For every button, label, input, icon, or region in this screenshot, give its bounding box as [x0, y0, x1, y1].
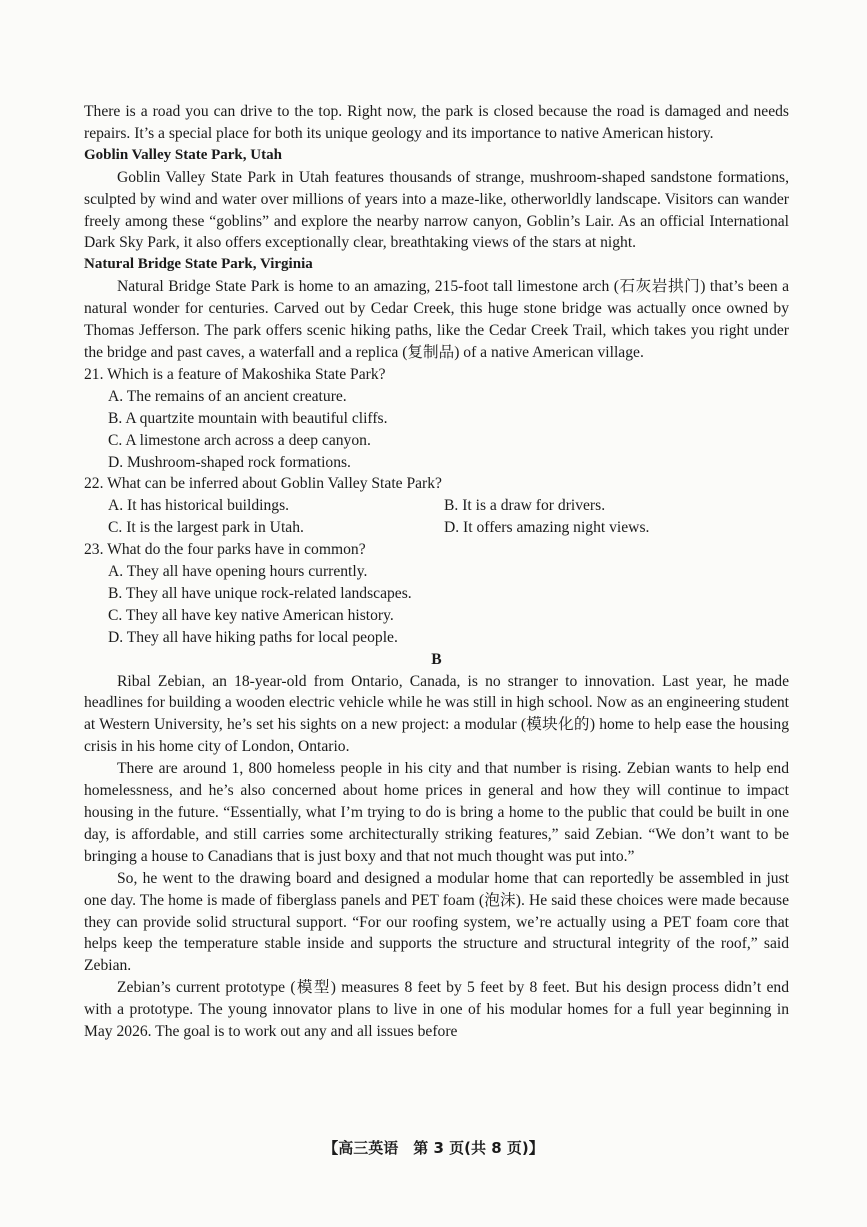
option-a: A. The remains of an ancient creature.: [108, 387, 347, 405]
option-row: [84, 495, 789, 517]
option-b: B. A quartzite mountain with beautiful cliffs.: [108, 409, 388, 427]
option-a: A. They all have opening hours currently.: [108, 563, 368, 581]
option-c: C. They all have key native American history.: [108, 606, 394, 624]
option-c: C. It is the largest park in Utah.: [108, 519, 304, 537]
park-body-natural-bridge: Natural Bridge State Park is home to an amazing, 215-foot tall limestone arch (石灰岩拱门) that’s been a natural wonder for centuries. Carved out by Cedar Creek, this huge stone bridge was actually once owned by Thomas Jefferson. The park offers scenic hiking paths, like the Cedar Creek Trail, which takes you right under the bridge and past caves, a waterfall and a replica (复制品) of a native American village.: [84, 278, 789, 361]
question-stem: 21. Which is a feature of Makoshika State Park?: [84, 365, 386, 383]
section-b-label: B: [431, 650, 442, 668]
option-a: A. It has historical buildings.: [108, 497, 290, 515]
option-d: D. They all have hiking paths for local people.: [108, 628, 398, 646]
page-footer: 【高三英语 第 3 页(共 8 页)】: [323, 1139, 544, 1157]
park-heading-natural-bridge: Natural Bridge State Park, Virginia: [84, 256, 313, 273]
passage-b-paragraph-2: There are around 1, 800 homeless people in his city and that number is rising. Zebian wants to help end homelessness, and he’s also concerned about home prices in general and how they will continue to impact housing in the future. “Essentially, what I’m trying to do is bring a home to the public that could be built in one day, is affordable, and still carries some architecturally striking features,” said Zebian. “We don’t want to be bringing a house to Canadians that is just boxy and that not much thought was put into.”: [84, 760, 789, 865]
passage-b-paragraph-4: Zebian’s current prototype (模型) measures 8 feet by 5 feet by 8 feet. But his design process didn’t end with a prototype. The young innovator plans to live in one of his modular homes for a full year beginning in May 2026. The goal is to work out any and all issues before: [84, 979, 789, 1041]
park-heading-goblin-valley: Goblin Valley State Park, Utah: [84, 146, 282, 163]
question-stem: 23. What do the four parks have in common?: [84, 541, 366, 559]
passage-a-intro-tail: There is a road you can drive to the top. Right now, the park is closed because the road is damaged and needs repairs. It’s a special place for both its unique geology and its importance to native American history.: [84, 103, 789, 142]
question-22: [84, 473, 789, 539]
option-b: B. They all have unique rock-related landscapes.: [108, 584, 412, 602]
option-b: B. It is a draw for drivers.: [444, 497, 606, 515]
passage-b-paragraph-1: Ribal Zebian, an 18-year-old from Ontario, Canada, is no stranger to innovation. Last year, he made headlines for building a wooden electric vehicle while he was still in high school. Now as an engineering student at Western University, he’s set his sights on a new project: a modular (模块化的) home to help ease the housing crisis in his home city of London, Ontario.: [84, 672, 789, 756]
page-content: [84, 101, 789, 1043]
option-d: D. It offers amazing night views.: [444, 519, 650, 537]
question-23: [84, 539, 789, 649]
option-c: C. A limestone arch across a deep canyon.: [108, 431, 371, 449]
option-d: D. Mushroom-shaped rock formations.: [108, 453, 351, 471]
park-body-goblin-valley: Goblin Valley State Park in Utah features thousands of strange, mushroom-shaped sandstone formations, sculpted by wind and water over millions of years into a maze-like, otherworldly landscape. Visitors can wander freely among these “goblins” and explore the nearby narrow canyon, Goblin’s Lair. As an official International Dark Sky Park, it also offers exceptionally clear, breathtaking views of the stars at night.: [84, 168, 789, 252]
passage-b-paragraph-3: So, he went to the drawing board and designed a modular home that can reportedly be assembled in just one day. The home is made of fiberglass panels and PET foam (泡沫). He said these choices were made because they can provide solid structural support. “For our roofing system, we’re actually using a PET foam core that helps keep the temperature stable inside and supports the structure and structural integrity of the roof,” said Zebian.: [84, 869, 789, 975]
option-row: [84, 517, 789, 539]
question-stem: 22. What can be inferred about Goblin Valley State Park?: [84, 475, 442, 493]
question-21: [84, 364, 789, 474]
